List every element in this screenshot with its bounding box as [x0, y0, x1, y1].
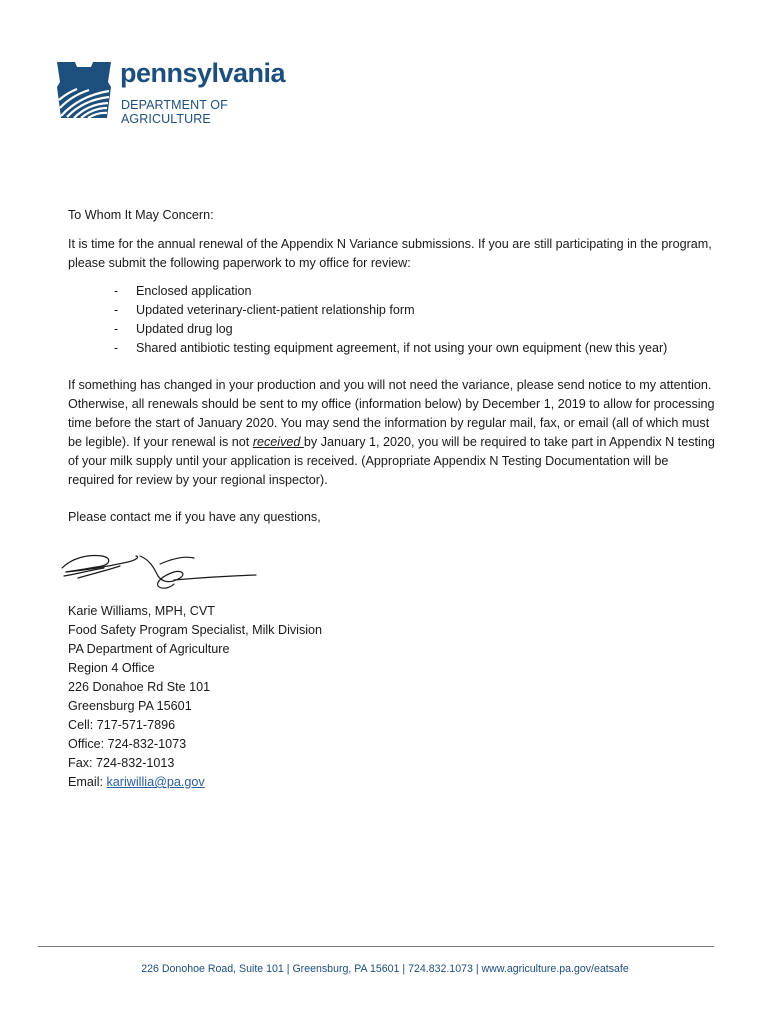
- sender-fax: Fax: 724-832-1013: [68, 756, 175, 770]
- list-item: - Enclosed application: [68, 282, 718, 301]
- bullet-dash: -: [114, 341, 119, 355]
- sender-street: 226 Donahoe Rd Ste 101: [68, 680, 211, 694]
- list-item: - Updated drug log: [68, 320, 718, 339]
- sender-organization: PA Department of Agriculture: [68, 642, 230, 656]
- sender-office: Region 4 Office: [68, 661, 155, 675]
- signature-block: [68, 602, 468, 792]
- sender-cell: Cell: 717-571-7896: [68, 718, 176, 732]
- bullet-dash: -: [114, 284, 119, 298]
- sender-city: Greensburg PA 15601: [68, 699, 192, 713]
- paperwork-list: [68, 282, 718, 358]
- instructions-paragraph: If something has changed in your production and you will not need the variance, please send notice to my attention. Otherwise, all renewals should be sent to my office (information below) by December 1, 2019 to allow for processing time before the start of January 2020. You may send the information by regular mail, fax, or email (all of which must be legible). If your renewal is not received by January 1, 2020, you will be required to take part in Appendix N testing of your milk supply until your application is received. (Appropriate Appendix N Testing Documentation will be required for review by your regional inspector).: [68, 378, 715, 487]
- keystone-logo-icon: [55, 60, 113, 120]
- intro-paragraph: It is time for the annual renewal of the Appendix N Variance submissions. If you are still participating in the program, please submit the following paperwork to my office for review:: [68, 237, 712, 270]
- bullet-dash: -: [114, 303, 119, 317]
- list-item: - Updated veterinary-client-patient relationship form: [68, 301, 718, 320]
- footer-divider: [38, 946, 714, 947]
- handwritten-signature: [58, 548, 268, 593]
- letter-body: [68, 206, 718, 527]
- logo-title: pennsylvania: [120, 58, 286, 88]
- salutation: To Whom It May Concern:: [68, 208, 214, 222]
- emphasis-received: received: [252, 435, 304, 449]
- logo-subtitle: DEPARTMENT OF AGRICULTURE: [121, 98, 228, 126]
- sender-title: Food Safety Program Specialist, Milk Division: [68, 623, 323, 637]
- sender-email-line: Email: kariwillia@pa.gov: [68, 775, 205, 789]
- sender-office-phone: Office: 724-832-1073: [68, 737, 187, 751]
- bullet-dash: -: [114, 322, 119, 336]
- list-item: - Shared antibiotic testing equipment agreement, if not using your own equipment (new this year): [68, 339, 718, 358]
- closing-line: Please contact me if you have any questions,: [68, 510, 321, 524]
- footer-address: 226 Donohoe Road, Suite 101 | Greensburg, PA 15601 | 724.832.1073 | www.agriculture.pa.gov/eatsafe: [141, 963, 629, 975]
- sender-name: Karie Williams, MPH, CVT: [68, 604, 215, 618]
- pa-agriculture-logo: [55, 58, 315, 126]
- email-link[interactable]: kariwillia@pa.gov: [106, 775, 205, 789]
